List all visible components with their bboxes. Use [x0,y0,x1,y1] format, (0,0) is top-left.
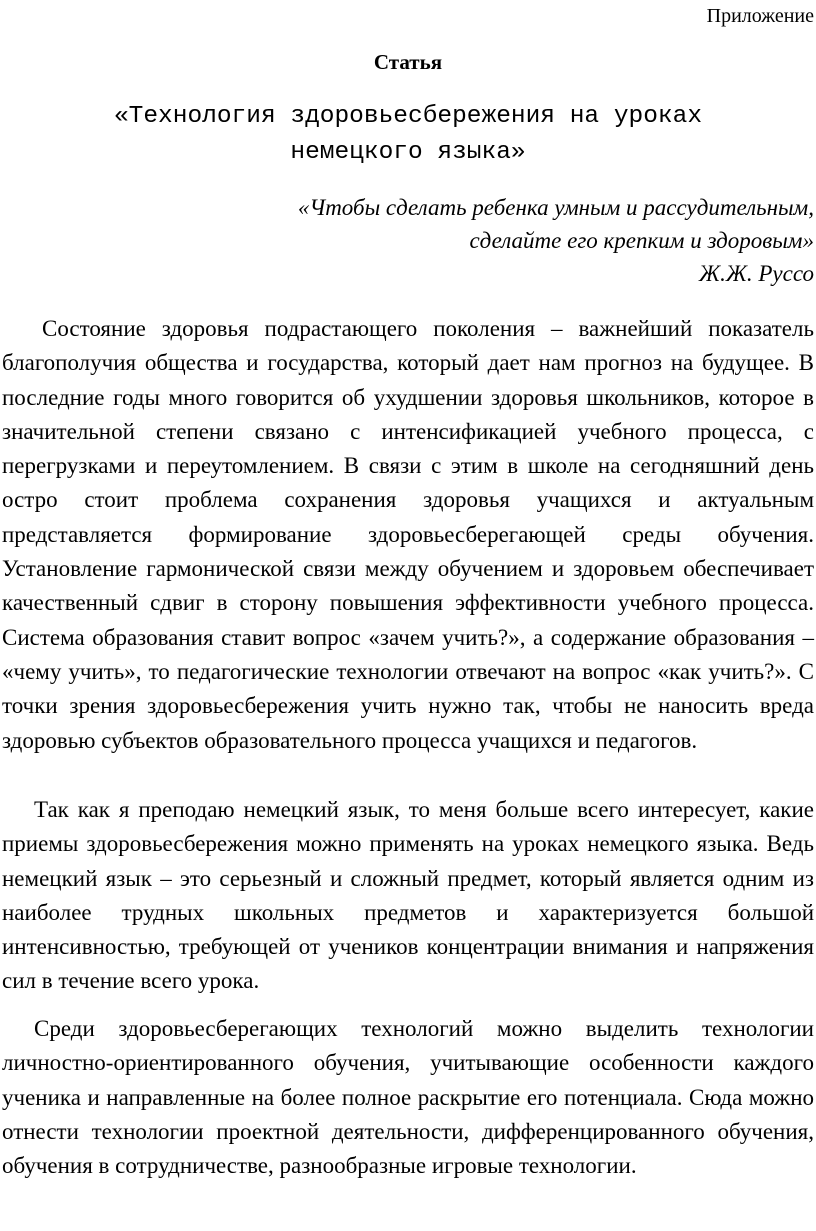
article-title [20,99,796,171]
body-paragraph-3: Среди здоровьесберегающих технологий можно выделить технологии личностно-ориентированного обучения, учитывающие особенности каждого ученика и направленные на более полное раскрытие его потенциала. Сюда можно отнести технологии проектной деятельности, дифференцированного обучения, обучения в сотрудничестве, разнообразные игровые технологии. [2,1016,814,1179]
body-paragraph-1: Состояние здоровья подрастающего поколения – важнейший показатель благополучия общества и государства, который дает нам прогноз на будущее. В последние годы много говорится об ухудшении здоровья школьников, которое в значительной степени связано с интенсификацией учебного процесса, с перегрузками и переутомлением. В связи с этим в школе на сегодняшний день остро стоит проблема сохранения здоровья учащихся и актуальным представляется формирование здоровьесберегающей среды обучения. Установление гармонической связи между обучением и здоровьем обеспечивает качественный сдвиг в сторону повышения эффективности учебного процесса. Система образования ставит вопрос «зачем учить?», а содержание образования – «чему учить», то педагогические технологии отвечают на вопрос «как учить?». С точки зрения здоровьесбережения учить нужно так, чтобы не наносить вреда здоровью субъектов образовательного процесса учащихся и педагогов. [2,316,814,753]
body-paragraph-2: Так как я преподаю немецкий язык, то меня больше всего интересует, какие приемы здоровьесбережения можно применять на уроках немецкого языка. Ведь немецкий язык – это серьезный и сложный предмет, который является одним из наиболее трудных школьных предметов и характеризуется большой интенсивностью, требующей от учеников концентрации внимания и напряжения сил в течение всего урока. [2,797,814,994]
appendix-label: Приложение [706,5,814,27]
epigraph-line-1: «Чтобы сделать ребенка умным и рассудительным, [297,195,814,220]
epigraph-line-2: сделайте его крепким и здоровым» [469,228,814,253]
epigraph [114,191,814,290]
epigraph-author: Ж.Ж. Руссо [699,261,814,286]
article-heading: Статья [373,50,443,74]
article-title-line-2: немецкого языка» [290,139,526,166]
article-title-line-1: «Технология здоровьесбережения на уроках [113,103,703,130]
